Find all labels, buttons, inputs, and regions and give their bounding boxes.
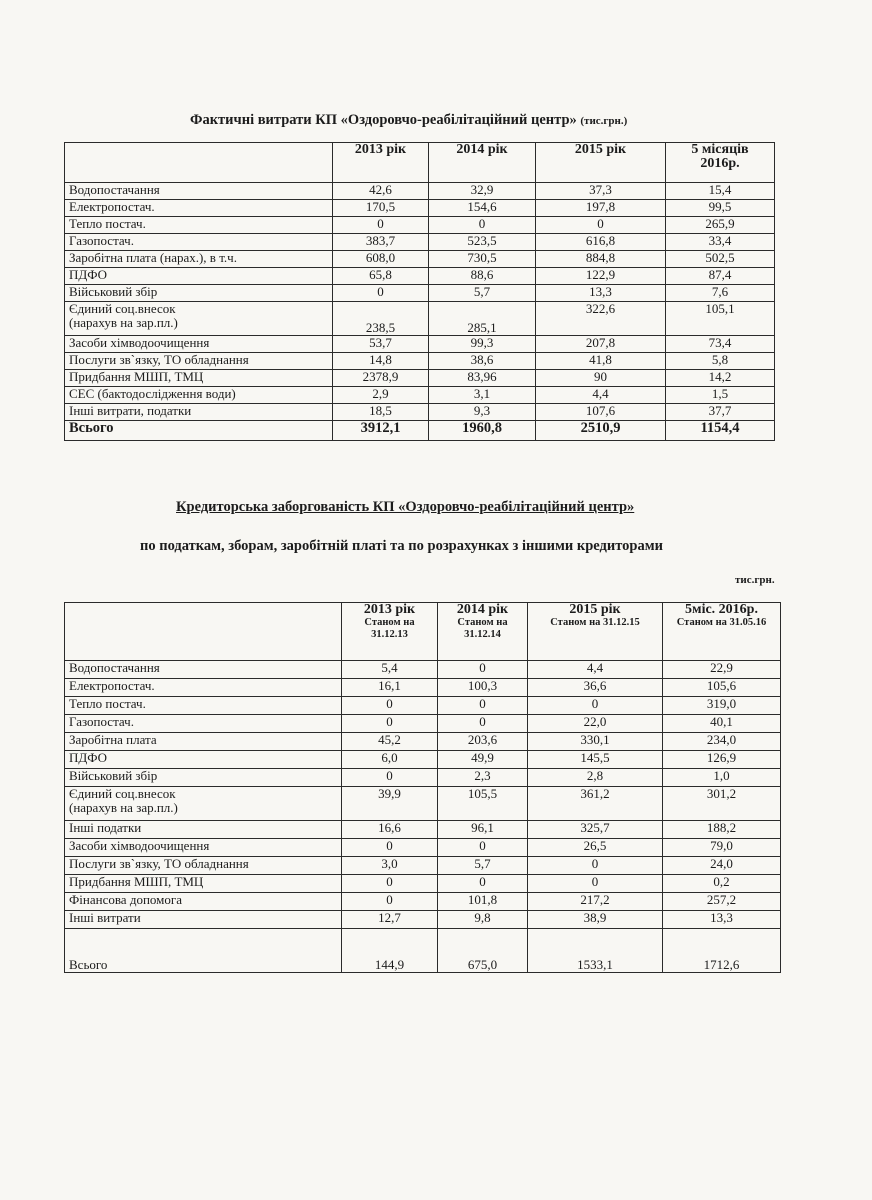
table-row <box>65 769 781 787</box>
row-label-text: СЕС (бактодослідження води) <box>69 386 236 401</box>
row-label-text: Заробітна плата <box>69 732 157 747</box>
value-cell: 105,5 <box>438 787 528 821</box>
table-row <box>65 787 781 821</box>
row-label-text: Фінансова допомога <box>69 892 182 907</box>
value-cell: 65,8 <box>333 268 429 285</box>
value-cell: 523,5 <box>429 234 536 251</box>
value-cell: 15,4 <box>666 183 775 200</box>
row-label-text: Придбання МШП, ТМЦ <box>69 369 204 384</box>
debts-header-row <box>65 603 781 661</box>
total-value: 1533,1 <box>528 929 663 973</box>
row-label-text: ПДФО <box>69 750 108 765</box>
row-label <box>65 733 342 751</box>
value-cell: 0 <box>528 697 663 715</box>
debts-header-year: 2015 рік <box>569 602 621 617</box>
value-cell: 122,9 <box>536 268 666 285</box>
row-label-text: Газопостач. <box>69 233 134 248</box>
row-label-text: Засоби хімводоочищення <box>69 838 210 853</box>
value-cell: 265,9 <box>666 217 775 234</box>
row-label-text: Військовий збір <box>69 284 158 299</box>
value-cell: 18,5 <box>333 404 429 421</box>
row-label-text: Єдиний соц.внесок <box>69 786 176 801</box>
row-label <box>65 336 333 353</box>
value-cell: 39,9 <box>342 787 438 821</box>
value-cell: 0 <box>429 217 536 234</box>
table-row <box>65 387 775 404</box>
row-label <box>65 217 333 234</box>
table-row <box>65 183 775 200</box>
total-value: 1960,8 <box>429 421 536 441</box>
row-label <box>65 857 342 875</box>
value-cell: 0 <box>536 217 666 234</box>
value-cell: 105,1 <box>666 302 775 336</box>
row-label <box>65 661 342 679</box>
row-label <box>65 183 333 200</box>
value-cell: 3,1 <box>429 387 536 404</box>
debts-header-year: 2013 рік <box>363 602 416 617</box>
value-cell: 0 <box>342 697 438 715</box>
expenses-unit: (тис.грн.) <box>580 115 628 127</box>
row-label <box>65 821 342 839</box>
row-label <box>65 839 342 857</box>
value-cell: 325,7 <box>528 821 663 839</box>
debts-header-cell <box>528 603 663 661</box>
value-cell: 99,5 <box>666 200 775 217</box>
value-cell: 0 <box>333 285 429 302</box>
value-cell: 2,9 <box>333 387 429 404</box>
table-row <box>65 733 781 751</box>
debts-header-cell <box>65 603 342 661</box>
row-label <box>65 715 342 733</box>
value-cell: 1,0 <box>663 769 781 787</box>
row-label <box>65 302 333 336</box>
row-label-text: Електропостач. <box>69 678 155 693</box>
debts-header-cell <box>438 603 528 661</box>
value-cell: 101,8 <box>438 893 528 911</box>
row-label <box>65 387 333 404</box>
expenses-header-cell: 2015 рік <box>536 143 666 183</box>
value-cell: 0 <box>528 857 663 875</box>
table-row <box>65 661 781 679</box>
value-cell: 9,8 <box>438 911 528 929</box>
value-cell: 9,3 <box>429 404 536 421</box>
value-cell: 32,9 <box>429 183 536 200</box>
table-row <box>65 353 775 370</box>
value-cell: 0 <box>333 217 429 234</box>
value-cell: 0 <box>438 839 528 857</box>
total-value: 1154,4 <box>666 421 775 441</box>
row-label-text: Військовий збір <box>69 768 158 783</box>
value-cell: 4,4 <box>528 661 663 679</box>
row-label <box>65 893 342 911</box>
value-cell: 217,2 <box>528 893 663 911</box>
value-cell: 361,2 <box>528 787 663 821</box>
table-row <box>65 200 775 217</box>
value-cell: 14,2 <box>666 370 775 387</box>
value-cell: 170,5 <box>333 200 429 217</box>
total-value: 144,9 <box>342 929 438 973</box>
total-value: 3912,1 <box>333 421 429 441</box>
value-cell: 207,8 <box>536 336 666 353</box>
value-cell: 197,8 <box>536 200 666 217</box>
table-row <box>65 251 775 268</box>
row-label <box>65 285 333 302</box>
table-row <box>65 234 775 251</box>
row-label <box>65 268 333 285</box>
value-cell: 234,0 <box>663 733 781 751</box>
value-cell: 40,1 <box>663 715 781 733</box>
table-row <box>65 911 781 929</box>
expenses-header-cell: 2013 рік <box>333 143 429 183</box>
total-label: Всього <box>65 929 342 973</box>
row-label <box>65 679 342 697</box>
row-label <box>65 370 333 387</box>
row-label <box>65 911 342 929</box>
table-row <box>65 821 781 839</box>
value-cell: 90 <box>536 370 666 387</box>
value-cell: 2,8 <box>528 769 663 787</box>
value-cell: 884,8 <box>536 251 666 268</box>
row-label-text: Газопостач. <box>69 714 134 729</box>
value-cell: 88,6 <box>429 268 536 285</box>
value-cell: 26,5 <box>528 839 663 857</box>
row-label <box>65 787 342 821</box>
value-cell: 301,2 <box>663 787 781 821</box>
table-row <box>65 285 775 302</box>
value-cell: 319,0 <box>663 697 781 715</box>
row-label-text: Водопостачання <box>69 660 160 675</box>
value-cell: 3,0 <box>342 857 438 875</box>
value-cell: 16,1 <box>342 679 438 697</box>
expenses-header-cell: 5 місяців 2016р. <box>666 143 775 183</box>
value-cell: 5,7 <box>429 285 536 302</box>
value-cell: 383,7 <box>333 234 429 251</box>
value-cell: 5,8 <box>666 353 775 370</box>
table-row <box>65 839 781 857</box>
table-row <box>65 875 781 893</box>
value-cell: 330,1 <box>528 733 663 751</box>
value-cell: 4,4 <box>536 387 666 404</box>
value-cell: 0 <box>342 839 438 857</box>
total-label: Всього <box>65 421 333 441</box>
row-label-text: Електропостач. <box>69 199 155 214</box>
value-cell: 285,1 <box>429 302 536 336</box>
value-cell: 0 <box>438 875 528 893</box>
value-cell: 5,7 <box>438 857 528 875</box>
value-cell: 126,9 <box>663 751 781 769</box>
row-label <box>65 697 342 715</box>
value-cell: 14,8 <box>333 353 429 370</box>
table-row <box>65 217 775 234</box>
value-cell: 13,3 <box>536 285 666 302</box>
expenses-title-text: Фактичні витрати КП «Оздоровчо-реабілітаційний центр» <box>190 112 577 128</box>
value-cell: 2,3 <box>438 769 528 787</box>
value-cell: 616,8 <box>536 234 666 251</box>
row-label <box>65 251 333 268</box>
total-row <box>65 929 781 973</box>
expenses-header-cell: 2014 рік <box>429 143 536 183</box>
value-cell: 37,7 <box>666 404 775 421</box>
value-cell: 0 <box>342 769 438 787</box>
value-cell: 2378,9 <box>333 370 429 387</box>
value-cell: 42,6 <box>333 183 429 200</box>
value-cell: 0 <box>342 715 438 733</box>
value-cell: 79,0 <box>663 839 781 857</box>
value-cell: 0 <box>438 715 528 733</box>
debts-subtitle: по податкам, зборам, заробітній платі та по розрахунках з іншими кредиторами <box>140 538 663 554</box>
debts-header-date: Станом на 31.12.13 <box>364 617 415 640</box>
value-cell: 12,7 <box>342 911 438 929</box>
value-cell: 608,0 <box>333 251 429 268</box>
value-cell: 0 <box>342 893 438 911</box>
row-label-text: Інші витрати <box>69 910 141 925</box>
row-label-text: Водопостачання <box>69 182 160 197</box>
total-value: 675,0 <box>438 929 528 973</box>
expenses-header-cell <box>65 143 333 183</box>
table-row <box>65 302 775 336</box>
value-cell: 0 <box>342 875 438 893</box>
table-row <box>65 268 775 285</box>
value-cell: 53,7 <box>333 336 429 353</box>
value-cell: 73,4 <box>666 336 775 353</box>
table-row <box>65 404 775 421</box>
value-cell: 87,4 <box>666 268 775 285</box>
row-label-text: Засоби хімводоочищення <box>69 335 210 350</box>
debts-header-date: Станом на 31.12.14 <box>457 617 508 640</box>
value-cell: 105,6 <box>663 679 781 697</box>
expenses-header-row <box>65 143 775 183</box>
row-label <box>65 353 333 370</box>
value-cell: 99,3 <box>429 336 536 353</box>
debts-header-date: Станом на 31.12.15 <box>550 617 640 628</box>
expenses-title <box>190 112 750 129</box>
debts-header-year: 2014 рік <box>456 602 509 617</box>
table-row <box>65 679 781 697</box>
debts-unit: тис.грн. <box>735 574 775 586</box>
debts-header-year: 5міс. 2016р. <box>685 602 758 617</box>
row-label-text: ПДФО <box>69 267 108 282</box>
value-cell: 0 <box>528 875 663 893</box>
value-cell: 203,6 <box>438 733 528 751</box>
total-value: 1712,6 <box>663 929 781 973</box>
row-label-note: (нарахув на зар.пл.) <box>69 800 178 815</box>
row-label <box>65 200 333 217</box>
table-row <box>65 893 781 911</box>
debts-table <box>64 602 781 973</box>
value-cell: 37,3 <box>536 183 666 200</box>
table-row <box>65 857 781 875</box>
value-cell: 36,6 <box>528 679 663 697</box>
row-label-text: Придбання МШП, ТМЦ <box>69 874 204 889</box>
value-cell: 83,96 <box>429 370 536 387</box>
table-row <box>65 751 781 769</box>
row-label-note: (нарахув на зар.пл.) <box>69 315 178 330</box>
row-label <box>65 769 342 787</box>
value-cell: 49,9 <box>438 751 528 769</box>
row-label-text: Послуги зв`язку, ТО обладнання <box>69 856 249 871</box>
total-value: 2510,9 <box>536 421 666 441</box>
value-cell: 257,2 <box>663 893 781 911</box>
value-cell: 730,5 <box>429 251 536 268</box>
row-label-text: Інші податки <box>69 820 142 835</box>
value-cell: 0 <box>438 661 528 679</box>
value-cell: 38,9 <box>528 911 663 929</box>
value-cell: 107,6 <box>536 404 666 421</box>
value-cell: 24,0 <box>663 857 781 875</box>
expenses-table <box>64 142 775 441</box>
value-cell: 145,5 <box>528 751 663 769</box>
value-cell: 6,0 <box>342 751 438 769</box>
value-cell: 33,4 <box>666 234 775 251</box>
value-cell: 22,9 <box>663 661 781 679</box>
value-cell: 22,0 <box>528 715 663 733</box>
table-row <box>65 697 781 715</box>
value-cell: 7,6 <box>666 285 775 302</box>
value-cell: 16,6 <box>342 821 438 839</box>
debts-title: Кредиторська заборгованість КП «Оздоровчо-реабілітаційний центр» <box>176 499 635 515</box>
value-cell: 154,6 <box>429 200 536 217</box>
row-label-text: Інші витрати, податки <box>69 403 192 418</box>
value-cell: 238,5 <box>333 302 429 336</box>
table-row <box>65 370 775 387</box>
value-cell: 38,6 <box>429 353 536 370</box>
value-cell: 322,6 <box>536 302 666 336</box>
value-cell: 502,5 <box>666 251 775 268</box>
value-cell: 100,3 <box>438 679 528 697</box>
value-cell: 41,8 <box>536 353 666 370</box>
debts-header-cell <box>342 603 438 661</box>
value-cell: 188,2 <box>663 821 781 839</box>
value-cell: 13,3 <box>663 911 781 929</box>
row-label <box>65 875 342 893</box>
total-row <box>65 421 775 441</box>
debts-header-date: Станом на 31.05.16 <box>676 617 767 628</box>
value-cell: 0 <box>438 697 528 715</box>
row-label-text: Заробітна плата (нарах.), в т.ч. <box>69 250 237 265</box>
row-label-text: Тепло постач. <box>69 696 146 711</box>
row-label-text: Тепло постач. <box>69 216 146 231</box>
debts-header-cell <box>663 603 781 661</box>
value-cell: 0,2 <box>663 875 781 893</box>
row-label <box>65 234 333 251</box>
table-row <box>65 336 775 353</box>
value-cell: 5,4 <box>342 661 438 679</box>
value-cell: 96,1 <box>438 821 528 839</box>
row-label-text: Єдиний соц.внесок <box>69 301 176 316</box>
row-label <box>65 404 333 421</box>
value-cell: 45,2 <box>342 733 438 751</box>
row-label <box>65 751 342 769</box>
table-row <box>65 715 781 733</box>
row-label-text: Послуги зв`язку, ТО обладнання <box>69 352 249 367</box>
value-cell: 1,5 <box>666 387 775 404</box>
